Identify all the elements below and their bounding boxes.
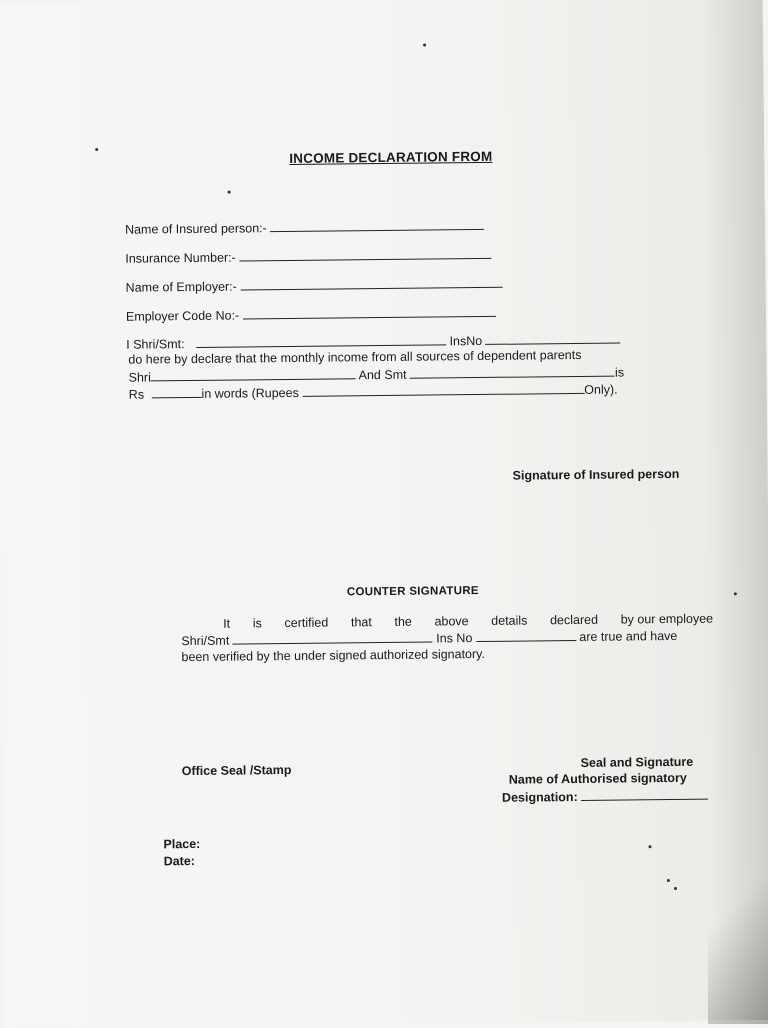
scan-speck <box>667 879 670 882</box>
counter-word: details <box>491 613 528 628</box>
scan-shadow <box>708 864 768 1024</box>
employee-insno-blank[interactable] <box>476 629 576 642</box>
insured-signature-label: Signature of Insured person <box>512 466 680 483</box>
declarant-insno-blank[interactable] <box>486 332 621 345</box>
employer-name-row <box>126 276 503 295</box>
only-label: Only). <box>584 382 618 397</box>
authorised-name-label: Name of Authorised signatory <box>508 770 687 787</box>
insured-name-blank[interactable] <box>270 218 484 232</box>
shri-smt-label: I Shri/Smt: <box>126 337 185 352</box>
designation-blank[interactable] <box>581 788 708 801</box>
scan-speck <box>228 191 231 194</box>
is-label: is <box>614 365 625 380</box>
counter-shri-smt-label: Shri/Smt <box>181 633 230 649</box>
counter-line-2 <box>181 628 677 648</box>
counter-word: is <box>252 616 262 631</box>
designation-label: Designation: <box>501 789 578 805</box>
employer-code-row <box>126 305 496 324</box>
and-smt-label: And Smt <box>358 367 407 383</box>
scan-speck <box>649 845 652 848</box>
counter-word: that <box>350 615 372 630</box>
scan-speck <box>674 887 677 890</box>
employer-code-label: Employer Code No:- <box>125 308 240 324</box>
ins-no-label: InsNo <box>449 333 483 349</box>
rs-label: Rs <box>128 387 145 402</box>
scan-speck <box>734 592 737 595</box>
counter-word: above <box>434 614 469 629</box>
declaration-line-4 <box>129 382 618 402</box>
amount-blank[interactable] <box>151 386 201 399</box>
employee-name-blank[interactable] <box>233 630 433 644</box>
counter-line-3: been verified by the under signed authorized signatory. <box>181 646 486 665</box>
designation-row <box>502 788 708 805</box>
shri-label: Shri <box>128 370 151 385</box>
employer-code-blank[interactable] <box>243 305 496 320</box>
declaration-text: do here by declare that the monthly income from all sources of dependent parents <box>128 347 582 367</box>
insurance-number-row <box>125 247 491 266</box>
date-label: Date: <box>163 853 195 869</box>
place-label: Place: <box>163 836 201 852</box>
insurance-number-label: Insurance Number:- <box>125 250 236 266</box>
form-title: INCOME DECLARATION FROM <box>289 148 493 166</box>
employer-name-label: Name of Employer:- <box>125 279 237 295</box>
insured-name-row <box>125 218 484 237</box>
insurance-number-blank[interactable] <box>239 247 491 262</box>
seal-signature-label: Seal and Signature <box>580 754 694 770</box>
counter-word: declared <box>549 612 599 628</box>
counter-word: certified <box>284 615 329 631</box>
scan-speck <box>95 148 98 151</box>
office-seal-label: Office Seal /Stamp <box>181 762 292 779</box>
counter-word: the <box>394 614 412 629</box>
counter-word: It <box>223 616 231 631</box>
father-name-blank[interactable] <box>151 367 356 381</box>
amount-words-blank[interactable] <box>302 382 584 397</box>
employer-name-blank[interactable] <box>240 276 502 291</box>
counter-true-label: are true and have <box>579 628 678 644</box>
scan-speck <box>423 44 426 47</box>
counter-signature-heading: COUNTER SIGNATURE <box>346 585 479 599</box>
counter-word: by our employee <box>620 611 714 627</box>
in-words-label: in words (Rupees <box>201 385 299 401</box>
insured-name-label: Name of Insured person:- <box>124 221 267 237</box>
counter-ins-no-label: Ins No <box>436 631 473 646</box>
mother-name-blank[interactable] <box>410 365 615 379</box>
declarant-name-blank[interactable] <box>196 333 446 348</box>
